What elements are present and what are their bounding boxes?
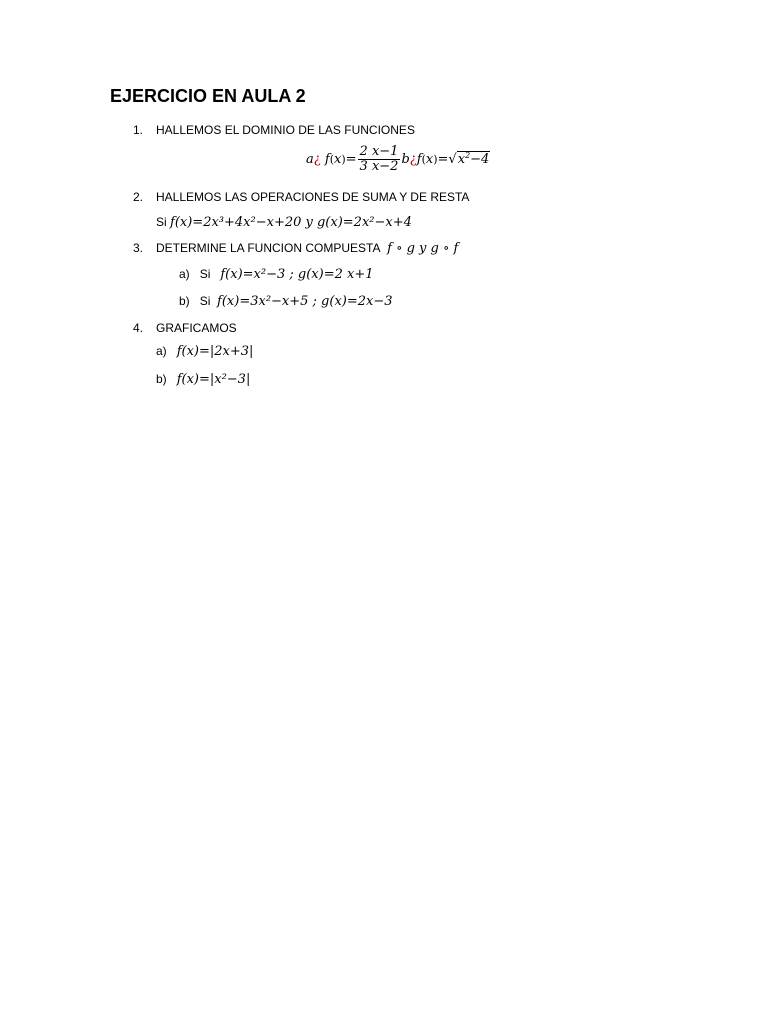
missing-char-glyph: ¿ bbox=[313, 152, 321, 167]
item-text-line bbox=[156, 241, 458, 256]
si-label: Si bbox=[199, 267, 211, 281]
item-number: 4. bbox=[133, 321, 144, 335]
sub-label: a) bbox=[156, 344, 167, 358]
function-variable: x bbox=[425, 152, 434, 167]
item-number: 2. bbox=[133, 190, 144, 204]
function-name: f bbox=[416, 152, 422, 167]
fraction bbox=[358, 145, 401, 174]
sub-item bbox=[156, 344, 253, 359]
item-number: 1. bbox=[133, 123, 144, 137]
function-name: f bbox=[324, 152, 330, 167]
radicand-exponent: 2 bbox=[465, 151, 471, 160]
equals-sign: = bbox=[437, 152, 449, 167]
sub-label: a) bbox=[179, 267, 190, 281]
radicand-variable: x bbox=[457, 152, 466, 167]
square-root: $√x^2-4$ bbox=[448, 151, 490, 167]
function-variable: x bbox=[334, 152, 342, 167]
equals-sign: = bbox=[345, 152, 357, 167]
si-label: Si bbox=[199, 294, 211, 308]
sub-item bbox=[179, 267, 374, 282]
formula: f(x)=x²−3 ; g(x)=2 x+1 bbox=[220, 267, 374, 282]
domain-formulas: a¿ f(x)= $\frac{2 x-1}{3 x-2}$ $b¿f(x)=√x^2-4$ bbox=[306, 144, 490, 174]
formula: f(x)=|2x+3| bbox=[176, 344, 254, 359]
formula: f(x)=|x²−3| bbox=[176, 372, 251, 387]
sub-label: b) bbox=[156, 372, 167, 386]
fraction-numerator: 2 x−1 bbox=[359, 144, 399, 159]
sub-item bbox=[179, 294, 393, 309]
part-a-label: a bbox=[306, 152, 314, 167]
missing-char-glyph: ¿ bbox=[409, 152, 417, 167]
item-number: 3. bbox=[133, 241, 144, 255]
sub-label: b) bbox=[179, 294, 190, 308]
formula: f(x)=3x²−x+5 ; g(x)=2x−3 bbox=[217, 294, 393, 309]
item-text: HALLEMOS EL DOMINIO DE LAS FUNCIONES bbox=[156, 123, 415, 137]
fraction-denominator: 3 x−2 bbox=[359, 159, 399, 174]
composition-formula: f ∘ g y g ∘ f bbox=[387, 241, 459, 256]
sub-item bbox=[156, 372, 250, 387]
document-title: EJERCICIO EN AULA 2 bbox=[110, 86, 306, 106]
si-label: Si bbox=[156, 215, 167, 229]
sum-formula-line bbox=[156, 215, 412, 230]
part-b-label: b bbox=[401, 152, 410, 167]
radicand-rest: −4 bbox=[470, 152, 490, 167]
item-text: HALLEMOS LAS OPERACIONES DE SUMA Y DE RESTA bbox=[156, 190, 470, 204]
formula: f(x)=2x³+4x²−x+20 y g(x)=2x²−x+4 bbox=[170, 215, 412, 230]
item-text: GRAFICAMOS bbox=[156, 321, 237, 335]
item-text: DETERMINE LA FUNCION COMPUESTA bbox=[156, 241, 381, 255]
